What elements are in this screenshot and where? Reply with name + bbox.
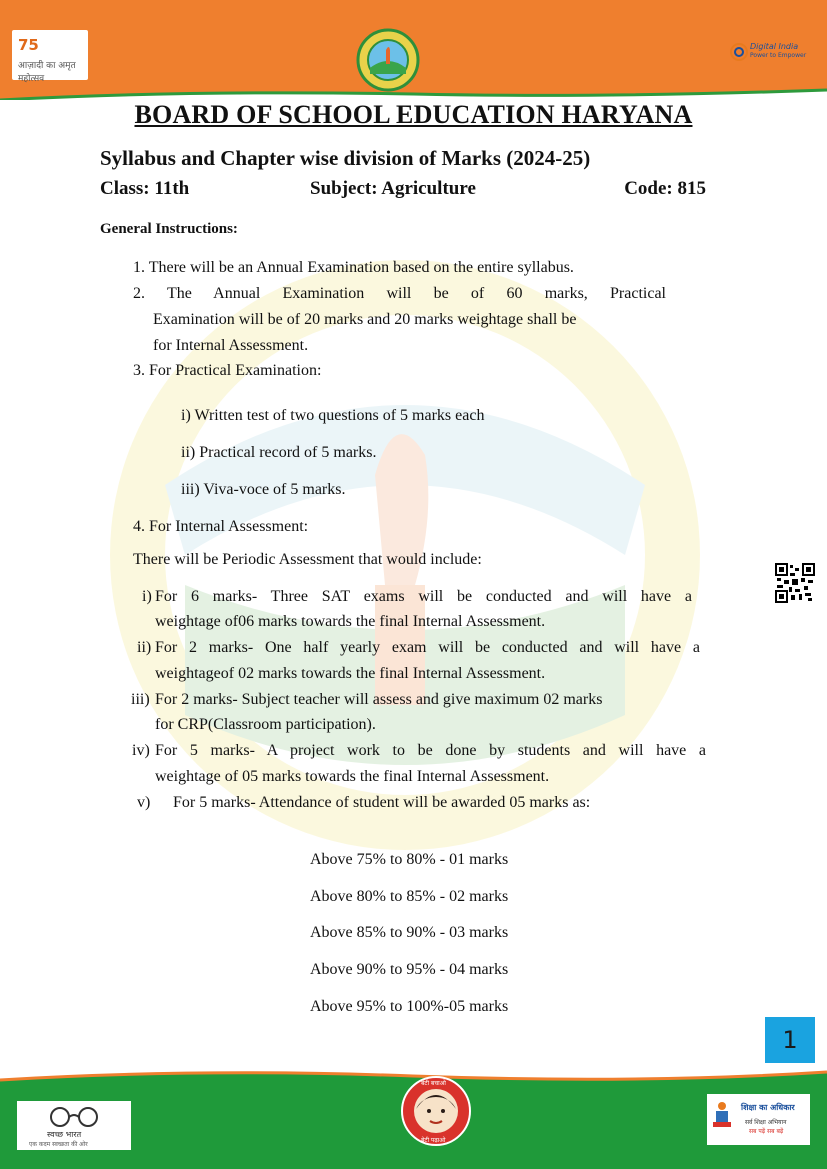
practical-item-1: i) Written test of two questions of 5 marks each <box>181 407 485 424</box>
syllabus-title: Syllabus and Chapter wise division of Marks (2024-25) <box>100 146 591 170</box>
rte-line-1: सर्व शिक्षा अभियान <box>745 1119 787 1126</box>
ia-item-4-line-1: For 5 marks- A project work to be done by students and will have a <box>155 742 706 759</box>
children-reading-icon <box>710 1100 734 1130</box>
periodic-assessment-intro: There will be Periodic Assessment that would include: <box>133 551 482 568</box>
beti-bachao-beti-padhao-logo <box>400 1075 472 1147</box>
ia-item-3-line-1: For 2 marks- Subject teacher will assess and give maximum 02 marks <box>155 691 603 708</box>
class-subject-code-line <box>100 178 706 202</box>
digital-india-tagline: Power to Empower <box>750 52 807 59</box>
general-instructions-heading: General Instructions: <box>100 221 238 237</box>
instruction-3: 3. For Practical Examination: <box>133 362 322 379</box>
digital-india-title: Digital India <box>750 42 799 51</box>
instruction-2-line-2: Examination will be of 20 marks and 20 marks weightage shall be <box>153 311 577 328</box>
beti-bachao-text: बेटी बचाओ <box>421 1080 446 1087</box>
ia-item-1-line-2: weightage of06 marks towards the final Internal Assessment. <box>155 613 546 630</box>
ia-item-4-line-2: weightage of 05 marks towards the final Internal Assessment. <box>155 768 550 785</box>
page-number-badge: 1 <box>765 1017 815 1063</box>
azadi-logo-number: 75 <box>18 36 39 54</box>
instruction-2-line-3: for Internal Assessment. <box>153 337 309 354</box>
swachh-bharat-text: स्वच्छ भारत <box>47 1130 82 1139</box>
board-title: BOARD OF SCHOOL EDUCATION HARYANA <box>134 100 693 129</box>
right-to-education-logo <box>707 1094 810 1145</box>
rte-line-2: सब पढ़ें सब बढ़ें <box>749 1128 784 1135</box>
beti-padhao-text: बेटी पढ़ाओ <box>421 1137 446 1144</box>
attendance-marks-4: Above 90% to 95% - 04 marks <box>310 961 509 978</box>
instruction-2-line-1: 2. The Annual Examination will be of 60 marks, Practical <box>133 285 666 302</box>
swachh-bharat-tagline: एक कदम स्वच्छता की ओर <box>29 1141 88 1148</box>
practical-item-2: ii) Practical record of 5 marks. <box>181 444 377 461</box>
azadi-ka-amrit-mahotsav-logo <box>12 30 88 84</box>
ia-item-5-number: v) <box>137 794 151 811</box>
ia-item-3-number: iii) <box>131 691 150 708</box>
ia-item-2-line-1: For 2 marks- One half yearly exam will be conducted and will have a <box>155 639 700 656</box>
subject-label: Subject: Agriculture <box>310 178 476 199</box>
instruction-4: 4. For Internal Assessment: <box>133 518 309 535</box>
qr-code-icon <box>775 563 815 603</box>
bseh-seal-icon <box>356 28 420 92</box>
ia-item-1-number: i) <box>142 588 152 605</box>
practical-item-3: iii) Viva-voce of 5 marks. <box>181 481 346 498</box>
class-label: Class: 11th <box>100 178 190 199</box>
instruction-1: 1. There will be an Annual Examination based on the entire syllabus. <box>133 259 574 276</box>
ia-item-1-line-1: For 6 marks- Three SAT exams will be conducted and will have a <box>155 588 692 605</box>
attendance-marks-1: Above 75% to 80% - 01 marks <box>310 851 509 868</box>
ia-item-2-line-2: weightageof 02 marks towards the final Internal Assessment. <box>155 665 546 682</box>
ia-item-3-line-2: for CRP(Classroom participation). <box>155 716 376 733</box>
digital-india-logo <box>730 40 810 66</box>
attendance-marks-3: Above 85% to 90% - 03 marks <box>310 924 509 941</box>
digital-india-icon <box>730 41 748 63</box>
attendance-marks-5: Above 95% to 100%-05 marks <box>310 998 509 1015</box>
ia-item-2-number: ii) <box>137 639 152 656</box>
rte-title: शिक्षा का अधिकार <box>741 1103 795 1112</box>
swachh-bharat-logo <box>17 1101 131 1150</box>
ia-item-5-text: For 5 marks- Attendance of student will be awarded 05 marks as: <box>173 794 591 811</box>
azadi-logo-text: आज़ादी का अमृत महोत्सव <box>18 61 76 84</box>
ia-item-4-number: iv) <box>132 742 150 759</box>
attendance-marks-2: Above 80% to 85% - 02 marks <box>310 888 509 905</box>
gandhi-glasses-icon <box>44 1105 104 1129</box>
code-label: Code: 815 <box>624 178 706 199</box>
